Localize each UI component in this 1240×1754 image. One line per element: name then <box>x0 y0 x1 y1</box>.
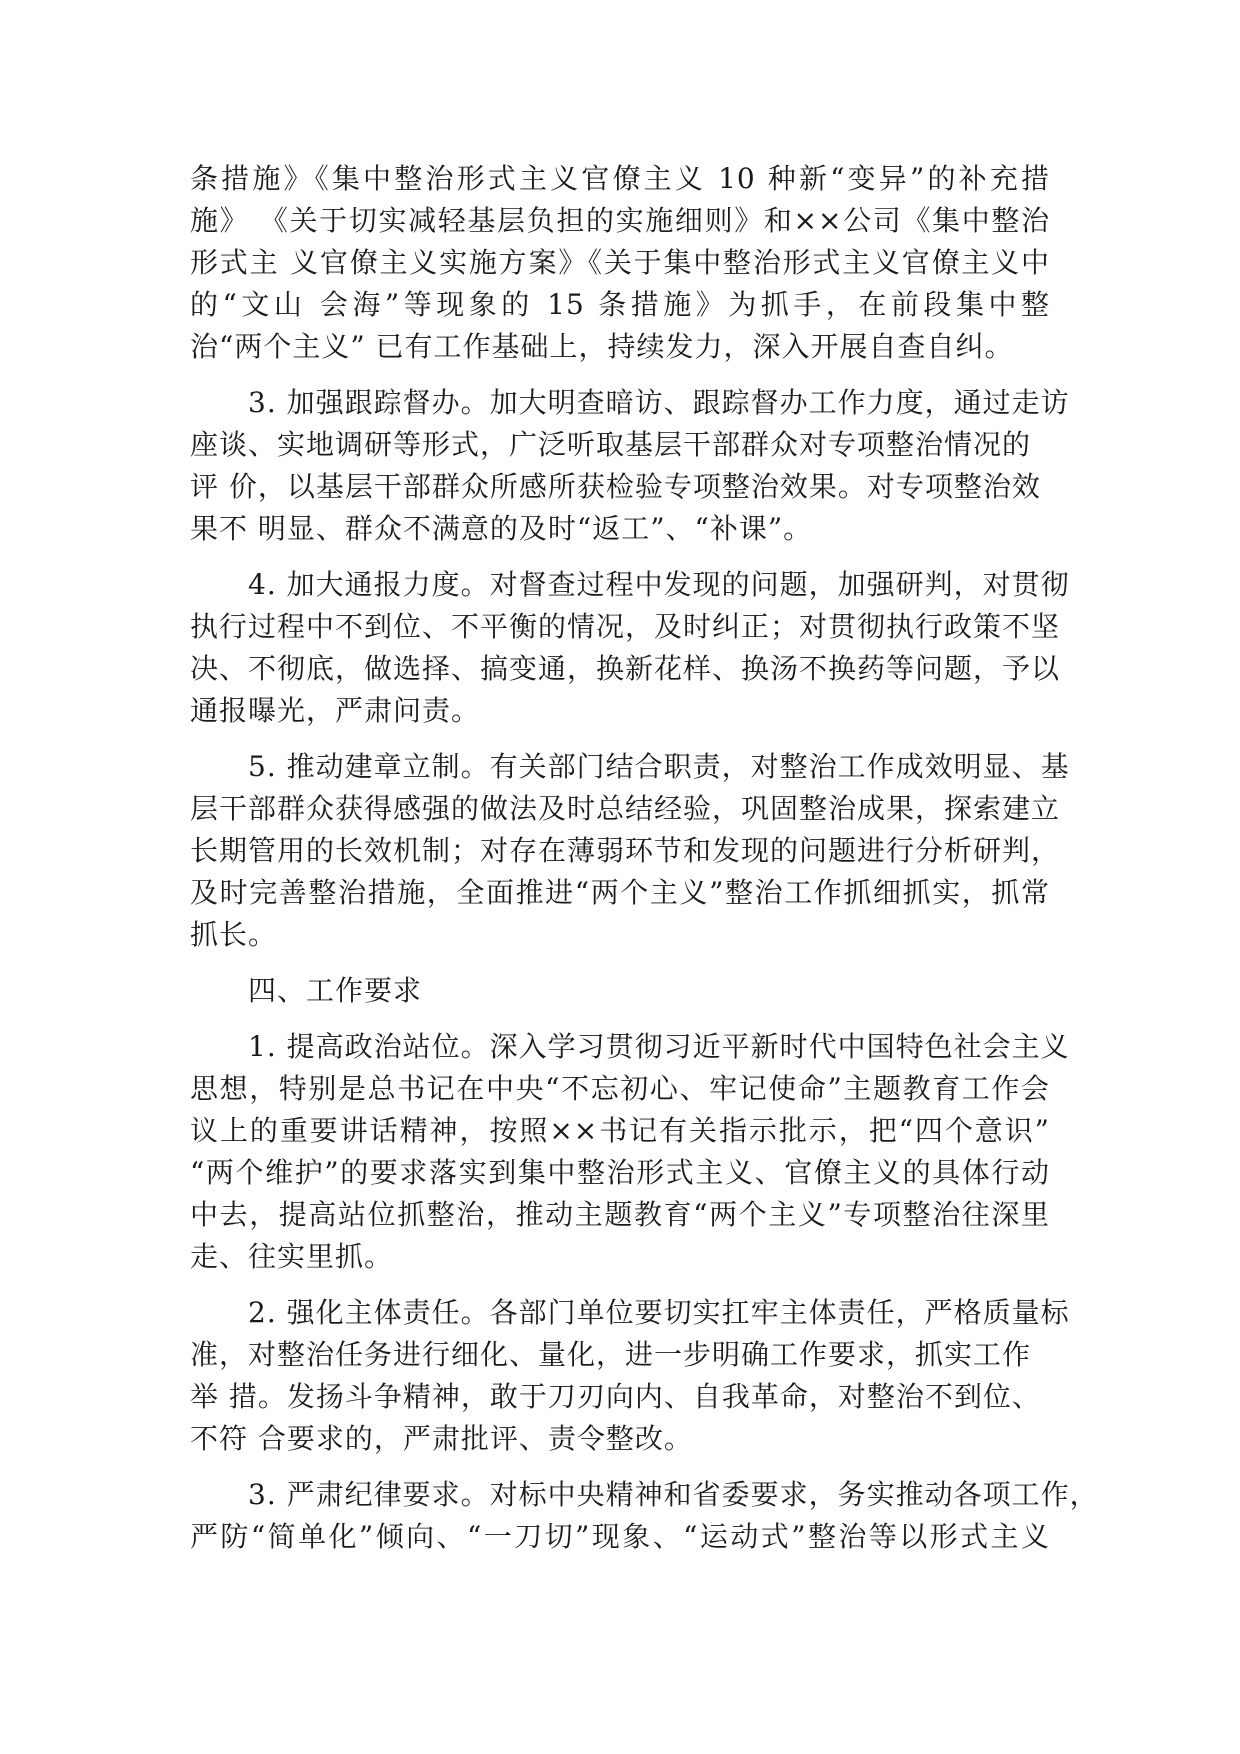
text-line: 决、不彻底，做选择、搞变通，换新花样、换汤不换药等问题，予以 <box>190 652 1061 685</box>
text-line: 及时完善整治措施，全面推进“两个主义”整治工作抓细抓实，抓常 <box>190 876 1050 909</box>
document-body <box>190 158 1099 1572</box>
text-line: 评 价，以基层干部群众所感所获检验专项整治效果。对专项整治效 <box>190 470 1041 503</box>
paragraph-item-3 <box>190 382 1070 550</box>
text-line: 思想，特别是总书记在中央“不忘初心、牢记使命”主题教育工作会 <box>190 1072 1050 1105</box>
section-heading: 四、工作要求 <box>248 974 423 1007</box>
text-line: 不符 合要求的，严肃批评、责令整改。 <box>190 1422 693 1455</box>
text-line: 4. 加大通报力度。对督查过程中发现的问题，加强研判，对贯彻 <box>248 568 1070 601</box>
text-line: 施》 《关于切实减轻基层负担的实施细则》和××公司《集中整治 <box>190 204 1050 237</box>
text-line: 走、往实里抓。 <box>190 1240 394 1273</box>
paragraph-item-5 <box>190 746 1070 956</box>
text-line: 3. 加强跟踪督办。加大明查暗访、跟踪督办工作力度，通过走访 <box>248 386 1070 419</box>
text-line: 1. 提高政治站位。深入学习贯彻习近平新时代中国特色社会主义 <box>248 1030 1070 1063</box>
text-line: “两个维护”的要求落实到集中整治形式主义、官僚主义的具体行动 <box>190 1156 1050 1189</box>
text-line: 2. 强化主体责任。各部门单位要切实扛牢主体责任，严格质量标 <box>248 1296 1070 1329</box>
text-line: 条措施》《集中整治形式主义官僚主义 10 种新“变异”的补充措 <box>190 162 1050 195</box>
text-line: 3. 严肃纪律要求。对标中央精神和省委要求，务实推动各项工作， <box>248 1478 1099 1511</box>
text-line: 抓长。 <box>190 918 278 951</box>
text-line: 的“文山 会海”等现象的 15 条措施》为抓手，在前段集中整 <box>190 288 1050 321</box>
paragraph-req-3 <box>190 1474 1099 1558</box>
text-line: 5. 推动建章立制。有关部门结合职责，对整治工作成效明显、基 <box>248 750 1070 783</box>
paragraph-req-2 <box>190 1292 1070 1460</box>
text-line: 长期管用的长效机制；对存在薄弱环节和发现的问题进行分析研判， <box>190 834 1061 867</box>
paragraph-req-1 <box>190 1026 1070 1278</box>
text-line: 严防“简单化”倾向、“一刀切”现象、“运动式”整治等以形式主义 <box>190 1520 1050 1553</box>
text-line: 座谈、实地调研等形式，广泛听取基层干部群众对专项整治情况的 <box>190 428 1032 461</box>
text-line: 果不 明显、群众不满意的及时“返工”、“补课”。 <box>190 512 813 545</box>
paragraph-item-4 <box>190 564 1070 732</box>
text-line: 层干部群众获得感强的做法及时总结经验，巩固整治成果，探索建立 <box>190 792 1061 825</box>
text-line: 通报曝光，严肃问责。 <box>190 694 481 727</box>
text-line: 治“两个主义” 已有工作基础上，持续发力，深入开展自查自纠。 <box>190 330 1014 363</box>
text-line: 中去，提高站位抓整治，推动主题教育“两个主义”专项整治往深里 <box>190 1198 1050 1231</box>
text-line: 举 措。发扬斗争精神，敢于刀刃向内、自我革命，对整治不到位、 <box>190 1380 1041 1413</box>
text-line: 准，对整治任务进行细化、量化，进一步明确工作要求，抓实工作 <box>190 1338 1032 1371</box>
text-line: 形式主 义官僚主义实施方案》《关于集中整治形式主义官僚主义中 <box>190 246 1050 279</box>
text-line: 执行过程中不到位、不平衡的情况，及时纠正；对贯彻执行政策不坚 <box>190 610 1061 643</box>
text-line: 议上的重要讲话精神，按照××书记有关指示批示，把“四个意识” <box>190 1114 1050 1147</box>
paragraph-continuation <box>190 158 1050 368</box>
section-heading-work-requirements <box>190 970 1050 1012</box>
